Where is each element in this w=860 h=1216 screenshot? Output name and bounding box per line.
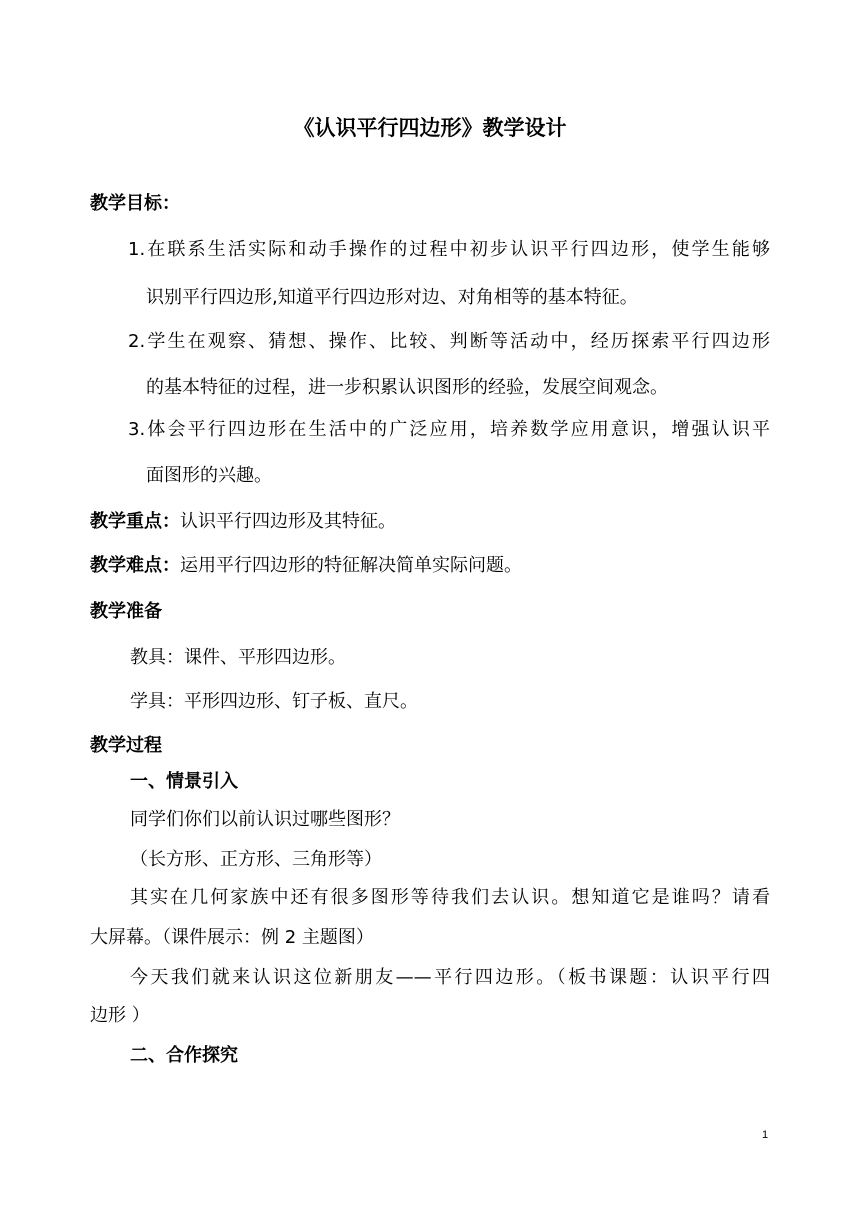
section-1-heading: 一、情景引入 [130,771,238,792]
key-point-row [90,510,780,534]
difficulty-text: 运用平行四边形的特征解决简单实际问题。 [180,555,522,576]
paragraph-3-line-2: 大屏幕。（课件展示：例 2 主题图） [90,927,374,948]
preparation-heading: 教学准备 [90,601,162,622]
objective-2-line-1: 2.学生在观察、猜想、操作、比较、判断等活动中，经历探索平行四边形 [128,331,770,352]
paragraph-3-line-1: 其实在几何家族中还有很多图形等待我们去认识。想知道它是谁吗？请看 [130,887,770,908]
teacher-tools: 教具：课件、平形四边形。 [130,647,346,668]
paragraph-2: （长方形、正方形、三角形等） [130,849,382,870]
objective-3-line-1: 3.体会平行四边形在生活中的广泛应用，培养数学应用意识，增强认识平 [128,419,770,440]
student-tools: 学具：平形四边形、钉子板、直尺。 [130,691,418,712]
paragraph-4-line-1: 今天我们就来认识这位新朋友——平行四边形。（板书课题：认识平行四 [130,967,770,988]
key-point-text: 认识平行四边形及其特征。 [180,511,396,532]
objective-3-line-2: 面图形的兴趣。 [146,465,272,486]
section-2-heading: 二、合作探究 [130,1045,238,1066]
document-title: 《认识平行四边形》教学设计 [293,116,567,140]
objective-1-line-1: 1.在联系生活实际和动手操作的过程中初步认识平行四边形，使学生能够 [128,239,770,260]
objectives-heading: 教学目标： [90,193,180,214]
objective-1-line-2: 识别平行四边形,知道平行四边形对边、对角相等的基本特征。 [146,287,638,308]
objective-2-line-2: 的基本特征的过程，进一步积累认识图形的经验，发展空间观念。 [146,377,668,398]
page-number: 1 [762,1129,769,1141]
difficulty-row [90,554,780,578]
key-point-label: 教学重点： [90,511,180,532]
difficulty-label: 教学难点： [90,555,180,576]
process-heading: 教学过程 [90,735,162,756]
paragraph-1: 同学们你们以前认识过哪些图形？ [130,809,400,830]
paragraph-4-line-2: 边形 ） [90,1005,150,1026]
